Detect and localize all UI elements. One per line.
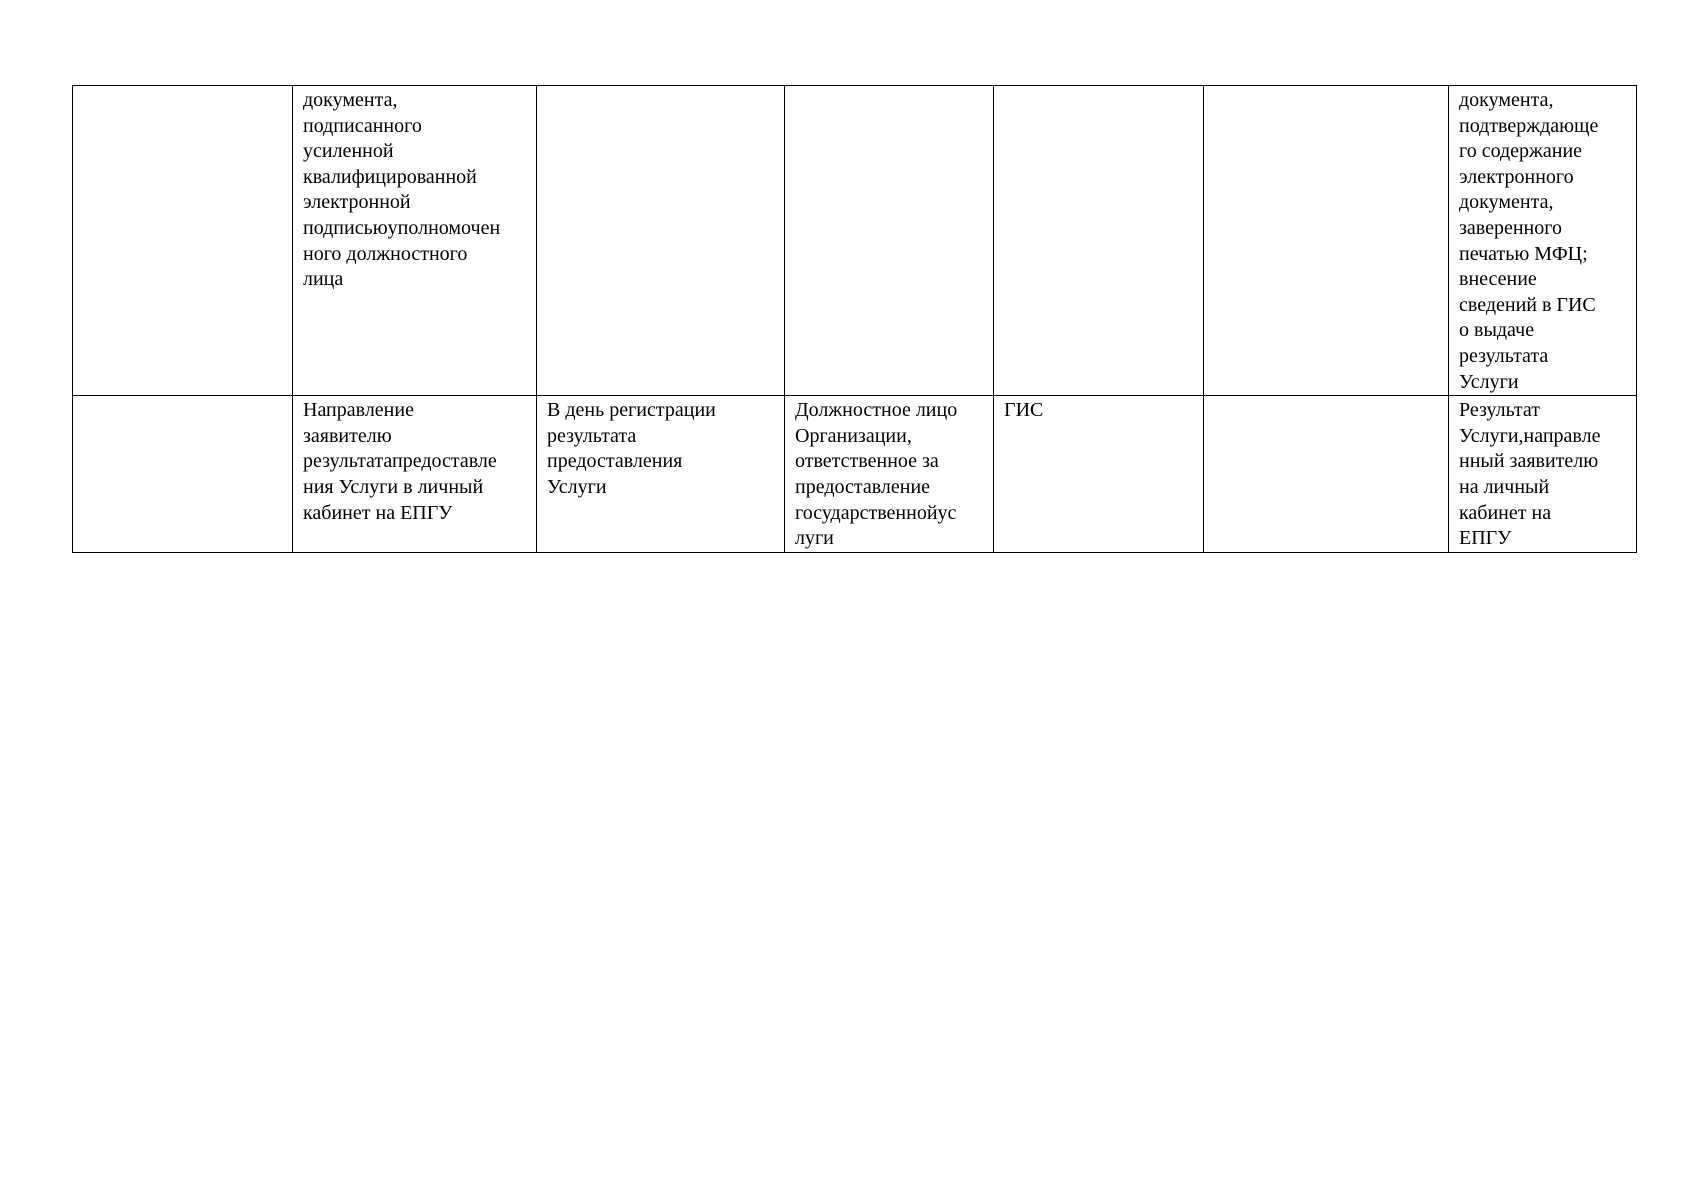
table-cell (1449, 86, 1637, 396)
cell-text-line: ния Услуги в личный (303, 475, 484, 498)
cell-text-line: Направление (303, 399, 414, 422)
cell-text-line: го содержание (1459, 140, 1583, 163)
cell-text-line: электронной (303, 191, 411, 214)
cell-text-line: о выдаче (1459, 319, 1535, 342)
cell-text-line: Услуги,направле (1459, 424, 1601, 447)
cell-text-line: Организации, (795, 424, 912, 447)
cell-text-line: Результат (1459, 399, 1541, 422)
cell-text-line: В день регистрации (547, 399, 716, 422)
cell-text-line: результата (1459, 344, 1549, 367)
table-cell (994, 86, 1204, 396)
cell-text-line: Услуги (547, 475, 607, 498)
cell-text-line: внесение (1459, 268, 1537, 291)
table-cell (293, 396, 537, 553)
cell-text-line: ЕПГУ (1459, 527, 1512, 550)
cell-text-line: заявителю (303, 424, 392, 447)
cell-text-line: на личный (1459, 475, 1550, 498)
cell-text-line: заверенного (1459, 216, 1562, 239)
table-cell (994, 396, 1204, 553)
cell-text-line: лица (303, 268, 344, 291)
table-cell (293, 86, 537, 396)
table-cell (73, 86, 293, 396)
table-cell (73, 396, 293, 553)
cell-text-line: предоставление (795, 475, 931, 498)
cell-text-line: ответственное за (795, 450, 939, 473)
table-cell (1204, 86, 1449, 396)
table-row (73, 86, 1637, 396)
cell-text-line: подписанного (303, 114, 422, 137)
table-cell (537, 86, 785, 396)
table-cell (785, 396, 994, 553)
cell-text-line: сведений в ГИС (1459, 293, 1596, 316)
table-cell (785, 86, 994, 396)
cell-text-line: квалифицированной (303, 165, 477, 188)
document-table (72, 85, 1637, 553)
cell-text-line: результатапредоставле (303, 450, 497, 473)
cell-text-line: нный заявителю (1459, 450, 1599, 473)
cell-text-line: ГИС (1004, 399, 1044, 422)
cell-text-line: документа, (1459, 191, 1554, 214)
cell-text-line: электронного (1459, 165, 1574, 188)
cell-text-line: результата (547, 424, 637, 447)
table-cell (1449, 396, 1637, 553)
cell-text-line: документа, (303, 89, 398, 111)
cell-text-line: кабинет на ЕПГУ (303, 501, 453, 524)
cell-text-line: луги (795, 527, 834, 550)
cell-text-line: Услуги (1459, 370, 1519, 393)
cell-text-line: государственнойус (795, 501, 957, 524)
table-cell (537, 396, 785, 553)
cell-text-line: подписьюуполномочен (303, 216, 501, 239)
cell-text-line: документа, (1459, 89, 1554, 111)
cell-text-line: усиленной (303, 140, 394, 163)
table-cell (1204, 396, 1449, 553)
cell-text-line: кабинет на (1459, 501, 1552, 524)
cell-text-line: подтверждающе (1459, 114, 1599, 137)
cell-text-line: печатью МФЦ; (1459, 242, 1588, 265)
cell-text-line: ного должностного (303, 242, 468, 265)
table-row (73, 396, 1637, 553)
cell-text-line: Должностное лицо (795, 399, 958, 422)
cell-text-line: предоставления (547, 450, 683, 473)
